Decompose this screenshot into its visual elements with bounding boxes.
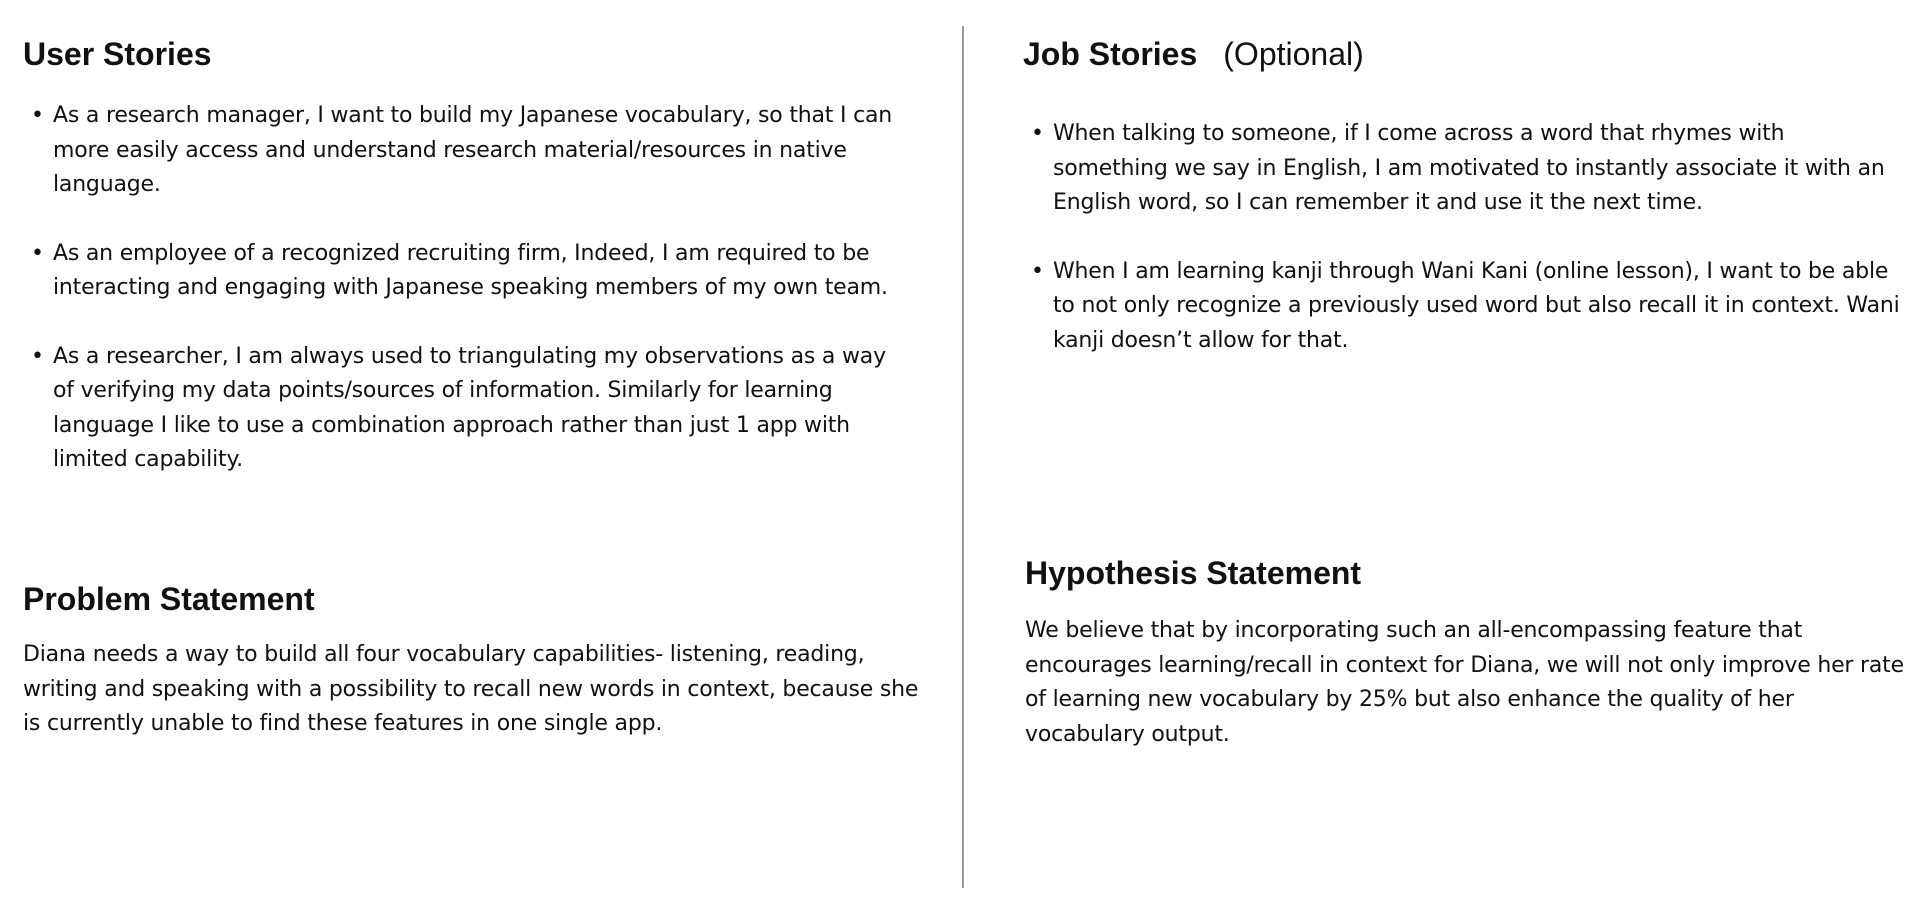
bullet-icon: •	[31, 343, 44, 369]
bullet-icon: •	[1031, 121, 1044, 146]
job-story-text: When talking to someone, if I come across a word that rhymes with something we say in English, I am motivated to instantly associate it with an English word, so I can remember it and use it the next time.	[1053, 121, 1885, 215]
user-stories-list	[23, 99, 903, 478]
optional-label: (Optional)	[1223, 36, 1364, 72]
job-stories-title: Job Stories	[1023, 36, 1198, 72]
problem-statement-section	[23, 579, 923, 742]
job-story-text: When I am learning kanji through Wani Kani (online lesson), I want to be able to not only recognize a previously used word but also recall it in context. Wani kanji doesn’t allow for that.	[1053, 258, 1900, 353]
user-story-text: As a research manager, I want to build my Japanese vocabulary, so that I can more easily access and understand research material/resources in native language.	[53, 103, 893, 197]
hypothesis-statement-section	[1025, 553, 1905, 752]
user-story-text: As a researcher, I am always used to triangulating my observations as a way of verifying my data points/sources of information. Similarly for learning language I like to use a combination approach rather than just 1 app with limited capability.	[53, 343, 886, 472]
bullet-icon: •	[1031, 258, 1044, 284]
user-stories-section	[23, 34, 903, 512]
problem-statement-text: Diana needs a way to build all four vocabulary capabilities- listening, reading, writing and speaking with a possibility to recall new words in context, because she is currently unable to find these features in one single app.	[23, 642, 919, 736]
job-stories-list	[1023, 117, 1903, 358]
job-stories-section	[1023, 34, 1903, 392]
user-stories-heading: User Stories	[23, 36, 212, 72]
bullet-icon: •	[31, 240, 44, 266]
column-divider	[962, 26, 964, 888]
list-item	[1023, 117, 1903, 221]
bullet-icon: •	[31, 103, 44, 128]
user-story-text: As an employee of a recognized recruiting firm, Indeed, I am required to be interacting and engaging with Japanese speaking members of my own team.	[53, 240, 888, 300]
list-item	[1023, 255, 1903, 359]
list-item	[23, 340, 903, 478]
problem-statement-heading: Problem Statement	[23, 581, 315, 617]
hypothesis-statement-text: We believe that by incorporating such an all-encompassing feature that encourages learning/recall in context for Diana, we will not only improve her rate of learning new vocabulary by 25% but also enhance the quality of her vocabulary output.	[1025, 618, 1904, 747]
list-item	[23, 99, 903, 203]
hypothesis-statement-heading: Hypothesis Statement	[1025, 555, 1362, 591]
job-stories-heading	[1023, 34, 1903, 74]
list-item	[23, 237, 903, 306]
